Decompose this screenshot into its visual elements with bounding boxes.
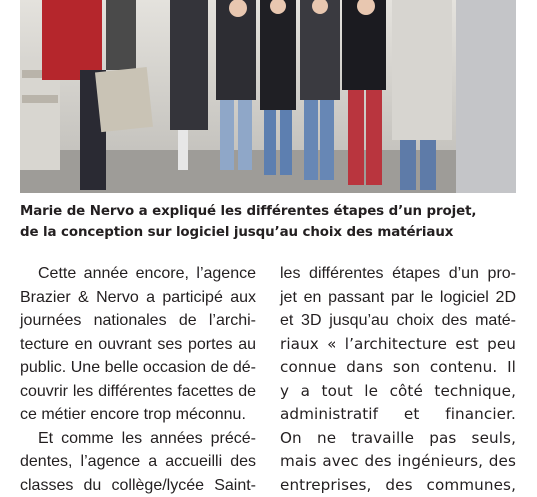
article-line: journées nationales de l’archi- bbox=[20, 309, 256, 333]
article-line: Brazier & Nervo a participé aux bbox=[20, 286, 256, 310]
article-line: classes du collège/lycée Saint- bbox=[20, 474, 256, 497]
article-line: y a tout le côté technique, bbox=[280, 380, 516, 404]
article-line: Cette année encore, l’agence bbox=[20, 262, 256, 286]
group-photo-icon bbox=[20, 0, 516, 193]
article-line: tecture en ouvrant ses portes au bbox=[20, 333, 256, 357]
article-line: ce métier encore trop méconnu. bbox=[20, 403, 256, 427]
article-photo bbox=[20, 0, 516, 193]
article-line: couvrir les différentes facettes de bbox=[20, 380, 256, 404]
article-line: Et comme les années précé- bbox=[20, 427, 256, 451]
article-line: public. Une belle occasion de dé- bbox=[20, 356, 256, 380]
article-line: On ne travaille pas seuls, bbox=[280, 427, 516, 451]
photo-caption bbox=[20, 201, 520, 243]
article-line: mais avec des ingénieurs, des bbox=[280, 450, 516, 474]
article-line: dentes, l’agence a accueilli des bbox=[20, 450, 256, 474]
article-line: et 3D jusqu’au choix des maté- bbox=[280, 309, 516, 333]
caption-line-2: de la conception sur logiciel jusqu’au choix des matériaux bbox=[20, 222, 520, 243]
caption-line-1: Marie de Nervo a expliqué les différentes étapes d’un projet, bbox=[20, 201, 520, 222]
article-line: jet en passant par le logiciel 2D bbox=[280, 286, 516, 310]
article-line: entreprises, des communes, bbox=[280, 474, 516, 497]
article-column-left bbox=[20, 262, 256, 497]
article-line: les différentes étapes d’un pro- bbox=[280, 262, 516, 286]
article-line: connue dans son contenu. Il bbox=[280, 356, 516, 380]
article-line: riaux « l’architecture est peu bbox=[280, 333, 516, 357]
article-column-right bbox=[280, 262, 516, 497]
article-line: administratif et financier. bbox=[280, 403, 516, 427]
